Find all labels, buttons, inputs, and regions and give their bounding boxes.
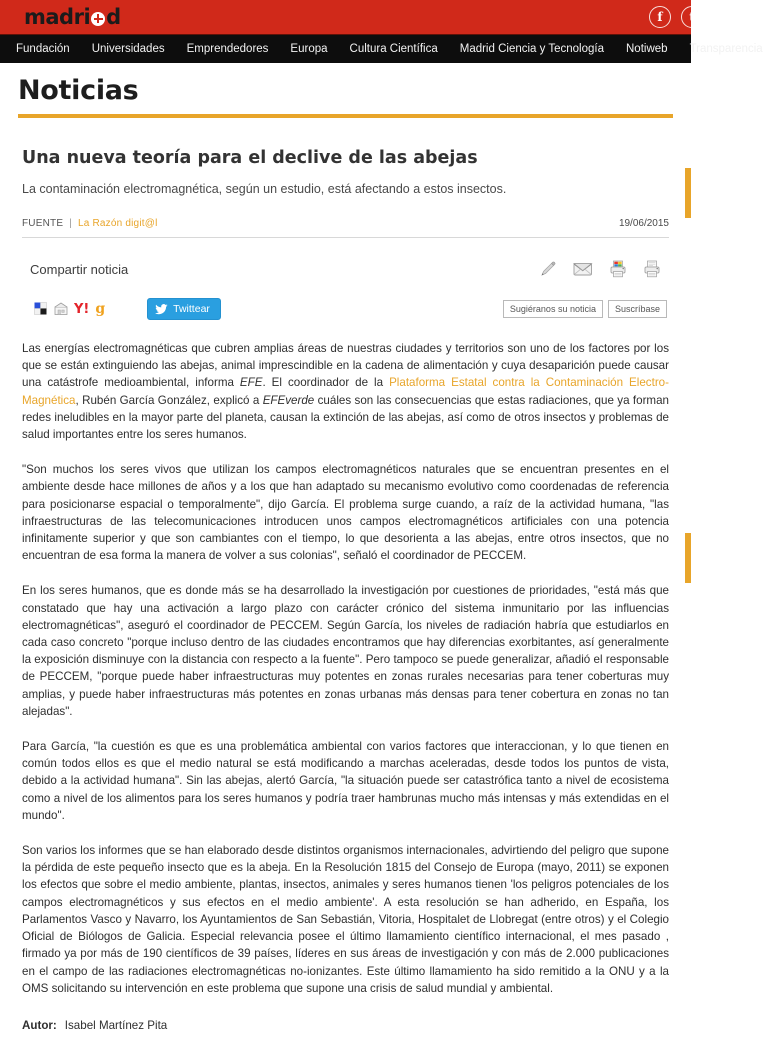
edge-accent-tab-bottom [685, 533, 691, 583]
nav-item-transparencia[interactable]: Transparencia [689, 42, 763, 55]
article-body [22, 340, 669, 997]
plus-circle-icon [91, 12, 105, 26]
article-author [22, 1019, 669, 1032]
article-paragraph-1 [22, 340, 669, 443]
p1-text-d: cuáles son las consecuencias que estas radiaciones, que ya forman redes ineludibles en la mayor parte del planeta, causan la extinción de las abejas, así como de otros insectos y problemas de salud importantes entre los seres humanos. [22, 393, 669, 442]
twitter-bird-icon [155, 304, 168, 315]
article-subtitle: La contaminación electromagnética, según un estudio, está afectando a estos insectos. [22, 182, 507, 196]
section-divider [18, 114, 673, 118]
share-row [22, 298, 669, 320]
google-icon[interactable]: g [95, 301, 106, 317]
peccem-platform-link[interactable]: Plataforma Estatal contra la Contaminación Electro-Magnética [22, 376, 669, 407]
author-name: Isabel Martínez Pita [64, 1018, 168, 1032]
facebook-glyph: f [657, 10, 663, 24]
share-header [22, 252, 669, 286]
nav-item-cultura-cientifica[interactable]: Cultura Científica [349, 42, 438, 55]
twitter-share-button[interactable] [147, 298, 221, 320]
source-link[interactable]: La Razón digit@l [77, 218, 158, 229]
nav-item-universidades[interactable]: Universidades [91, 42, 165, 55]
article-action-buttons [503, 300, 669, 318]
section-header [0, 63, 691, 106]
nav-item-notiweb[interactable]: Notiweb [626, 42, 668, 55]
nav-item-europa[interactable]: Europa [290, 42, 328, 55]
article-paragraph-2: "Son muchos los seres vivos que utilizan los campos electromagnéticos naturales que se encuentran presentes en el ambiente desde hace millones de años y a los que han adaptado su mecanismo evolutivo como coordenadas de referencia para posicionarse espacial o temporalmente", dijo García. El problema surge cuando, a raíz de la actividad humana, "las infraestructuras de las telecomunicaciones introducen unos campos electromagnéticos artificiales con una potencia infinitamente superior y que son cambiantes con el tiempo, lo que desorienta a las abejas, entre otros insectos, que no encuentran de esa forma la manera de volver a sus colonias", señaló el coordinador de PECCEM. [22, 463, 669, 563]
color-printer-icon[interactable] [609, 260, 627, 278]
main-navigation [0, 34, 763, 63]
nav-item-emprendedores[interactable]: Emprendedores [186, 42, 269, 55]
page-title: Noticias [18, 75, 139, 106]
logo-text-madri: madri [24, 4, 91, 29]
subscribe-button[interactable]: Suscríbase [608, 300, 667, 318]
source-label: FUENTE [22, 218, 64, 229]
article-paragraph-5: Son varios los informes que se han elaborado desde distintos organismos internacionales, advirtiendo del peligro que supone la pérdida de este pequeño insecto que es la abeja. En la Resolución 1815 del Consejo de Europa (mayo, 2011) se exponen los efectos que sobre el medio ambiente, plantas, insectos, animales y seres humanos tienen 'los peligros potenciales de los campos electromagnéticos y sus efectos en el medio ambiente'. A esta resolución se han adherido, en España, los Parlamentos Vasco y Navarro, los Ayuntamientos de San Sebastián, Vitoria, Hospitalet de Llobregat (entre otros) y el Colegio Oficial de Biólogos de Galicia. Especial relevancia posee el último llamamiento científico internacional, el mes pasado , firmado ya por más de 190 científicos de 39 países, líderes en sus áreas de investigación y con más de 2.000 publicaciones en el campo de las radiaciones electromagnéticas no-ionizantes. Este último llamamiento ha sido remitido a la ONU y a la OMS solicitando su intervención en este problema que supone una crisis de salud mundial y ambiental. [22, 844, 669, 995]
printer-icon[interactable] [643, 260, 661, 278]
suggest-news-button[interactable]: Sugiéranos su noticia [503, 300, 603, 318]
p1-text-a: Las energías electromagnéticas que cubren amplias áreas de nuestras ciudades y territorios son uno de los factores por los que se están extinguiendo las abejas, animal imprescindible en la cadena de alimentación y cuya desaparición puede causar una catástrofe medioambiental, informa [22, 342, 669, 390]
yahoo-icon[interactable]: Y! [74, 301, 90, 317]
facebook-icon[interactable] [649, 6, 671, 28]
p1-emphasis-efeverde: EFEverde [262, 393, 315, 407]
article [0, 148, 691, 1032]
author-label: Autor: [22, 1018, 57, 1032]
p1-text-c: , Rubén García González, explicó a [75, 393, 263, 407]
edit-pencil-icon[interactable] [539, 260, 557, 278]
edge-accent-tab-top [685, 168, 691, 218]
email-envelope-icon[interactable] [573, 261, 593, 277]
top-brand-bar [0, 0, 695, 34]
twitter-icon[interactable] [681, 6, 703, 28]
meneame-icon[interactable] [54, 302, 68, 316]
share-block [22, 252, 669, 320]
logo-text-d: d [106, 4, 121, 29]
top-social-links [649, 0, 695, 34]
delicious-icon[interactable] [34, 302, 48, 316]
article-date: 19/06/2015 [618, 218, 669, 229]
article-source [22, 218, 158, 229]
article-meta [22, 218, 669, 238]
bookmark-icons [22, 302, 105, 316]
twitter-share-label: Twittear [173, 303, 210, 315]
twitter-glyph: t [689, 10, 695, 24]
site-logo[interactable] [24, 4, 121, 29]
nav-item-madrid-ciencia-tecnologia[interactable]: Madrid Ciencia y Tecnología [459, 42, 604, 55]
p1-emphasis-efe: EFE [239, 376, 263, 390]
p1-text-b: . El coordinador de la [262, 376, 390, 390]
article-title: Una nueva teoría para el declive de las abejas [22, 148, 478, 168]
source-separator: | [69, 218, 72, 229]
article-paragraph-3: En los seres humanos, que es donde más se ha desarrollado la investigación por cuestiones de prioridades, "está más que constatado que hay una activación a largo plazo con carácter crónico del sistema inmunitario por las influencias electromagnéticas", aseguró el coordinador de PECCEM. Según García, los niveles de radiación habría que estudiarlos en cada caso concreto "porque incluso dentro de las ciudades encontramos que hay diferencias exorbitantes, así generalmente la exposición disminuye con la distancia con respecto a la fuente". Pero tampoco se puede generalizar, añadió el responsable de PECCEM, "porque puede haber infraestructuras muy potentes en zonas rurales necesarias para tener coberturas muy amplias, y puede haber infraestructuras más potentes en zonas urbanas más densas para tener cobertura en zonas no tan alejadas". [22, 584, 669, 718]
nav-item-fundacion[interactable]: Fundación [16, 42, 70, 55]
article-paragraph-4: Para García, "la cuestión es que es una problemática ambiental con varios factores que interaccionan, y lo que tienen en común todos ellos es que el medio natural se está modificando a marchas aceleradas, desde todos los puntos de vista, debido a la actividad humana". Sin las abejas, alertó García, "la situación puede ser catastrófica tanto a nivel de ecosistema como a nivel de los alimentos para los seres humanos y podría traer hambrunas mucho más intensas y más extendidas en el mundo". [22, 740, 669, 822]
article-tools [539, 260, 669, 278]
share-title: Compartir noticia [30, 261, 129, 277]
